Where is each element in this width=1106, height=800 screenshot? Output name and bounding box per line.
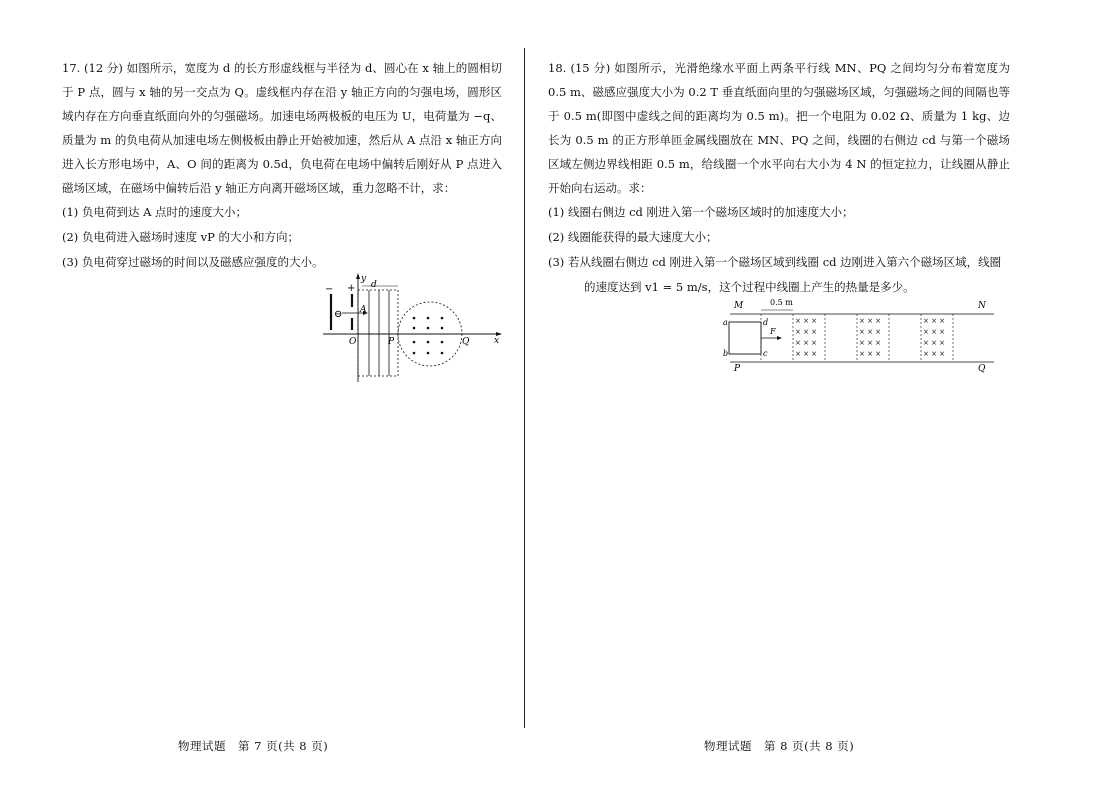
question-18-part-1: (1) 线圈右侧边 cd 刚进入第一个磁场区域时的加速度大小； xyxy=(548,205,854,219)
plus-plate-label: + xyxy=(347,283,356,294)
line-m-label: M xyxy=(734,301,744,311)
svg-text:× × ×: × × × xyxy=(923,328,946,336)
question-17-part-1: (1) 负电荷到达 A 点时的速度大小； xyxy=(62,205,248,219)
minus-plate-label: − xyxy=(325,284,334,295)
question-18-part-3: (3) 若从线圈右侧边 cd 刚进入第一个磁场区域到线圈 cd 边刚进入第六个磁场区域，线圈 xyxy=(548,255,1002,269)
corner-c-label: c xyxy=(763,349,768,358)
svg-text:× × ×: × × × xyxy=(795,350,818,358)
svg-text:× × ×: × × × xyxy=(923,317,946,325)
question-18 xyxy=(548,56,1010,300)
point-q-label: Q xyxy=(462,337,470,347)
corner-b-label: b xyxy=(723,349,729,358)
svg-text:× × ×: × × × xyxy=(795,339,818,347)
svg-text:× × ×: × × × xyxy=(859,317,882,325)
svg-text:× × ×: × × × xyxy=(859,328,882,336)
magnetic-field-dots xyxy=(413,317,444,355)
width-d-label: d xyxy=(371,280,377,290)
line-n-label: N xyxy=(978,301,986,311)
svg-text:× × ×: × × × xyxy=(795,328,818,336)
point-p-label: P xyxy=(388,337,395,347)
question-18-stem: 18. (15 分) 如图所示，光滑绝缘水平面上两条平行线 MN、PQ 之间均匀分布着宽度为 0.5 m、磁感应强度大小为 0.2 T 垂直纸面向里的匀强磁场区域，匀强磁场之间的间隔也等于 0.5 m(即图中虚线之间的距离均为 0.5 m)。把一个电阻为 0.02 Ω、质量为 1 kg、边长为 0.5 m 的正方形单匝金属线圈放在 MN、PQ 之间，线圈的右侧边 cd 与第一个磁场区域左侧边界线相距 0.5 m，给线圈一个水平向右大小为 4 N 的恒定拉力，让线圈从静止开始向右运动。求： xyxy=(548,61,1010,195)
negative-charge-icon: ⊖ xyxy=(334,309,343,320)
point-a-label: A xyxy=(360,305,367,315)
figure-18 xyxy=(722,296,998,376)
origin-label: O xyxy=(349,337,357,347)
coil-square xyxy=(729,322,761,354)
line-q-label: Q xyxy=(978,364,986,374)
question-18-part-2: (2) 线圈能获得的最大速度大小； xyxy=(548,230,718,244)
footer-page-8: 物理试题 第 8 页(共 8 页) xyxy=(704,739,855,753)
question-17-part-2: (2) 负电荷进入磁场时速度 vP 的大小和方向； xyxy=(62,230,299,244)
question-17-part-3: (3) 负电荷穿过磁场的时间以及磁感应强度的大小。 xyxy=(62,255,324,269)
field-crosses xyxy=(795,317,945,358)
footer-page-7: 物理试题 第 7 页(共 8 页) xyxy=(178,739,329,753)
svg-text:× × ×: × × × xyxy=(859,339,882,347)
svg-text:× × ×: × × × xyxy=(923,350,946,358)
figure-17 xyxy=(318,270,508,386)
question-17 xyxy=(62,56,502,275)
svg-text:× × ×: × × × xyxy=(859,350,882,358)
corner-a-label: a xyxy=(723,318,728,327)
question-18-part-3-cont: 的速度达到 v1 = 5 m/s，这个过程中线圈上产生的热量是多少。 xyxy=(584,280,915,294)
question-17-stem: 17. (12 分) 如图所示，宽度为 d 的长方形虚线框与半径为 d、圆心在 x 轴上的圆相切于 P 点，圆与 x 轴的另一交点为 Q。虚线框内存在沿 y 轴正方向的匀强电场，圆形区域内存在方向垂直纸面向外的匀强磁场。加速电场两极板的电压为 U，电荷量为 −q、质量为 m 的负电荷从加速电场左侧极板由静止开始被加速，然后从 A 点沿 x 轴正方向进入长方形电场中，A、O 间的距离为 0.5d，负电荷在电场中偏转后刚好从 P 点进入磁场区域，在磁场中偏转后沿 y 轴正方向离开磁场区域，重力忽略不计，求： xyxy=(62,61,502,195)
svg-text:× × ×: × × × xyxy=(795,317,818,325)
line-p-label: P xyxy=(734,364,741,374)
column-divider xyxy=(524,48,525,728)
force-f-label: F xyxy=(770,327,776,336)
corner-d-label: d xyxy=(763,318,769,327)
svg-text:× × ×: × × × xyxy=(923,339,946,347)
distance-label: 0.5 m xyxy=(770,298,793,307)
x-axis-label: x xyxy=(494,336,500,346)
y-axis-label: y xyxy=(361,274,367,284)
